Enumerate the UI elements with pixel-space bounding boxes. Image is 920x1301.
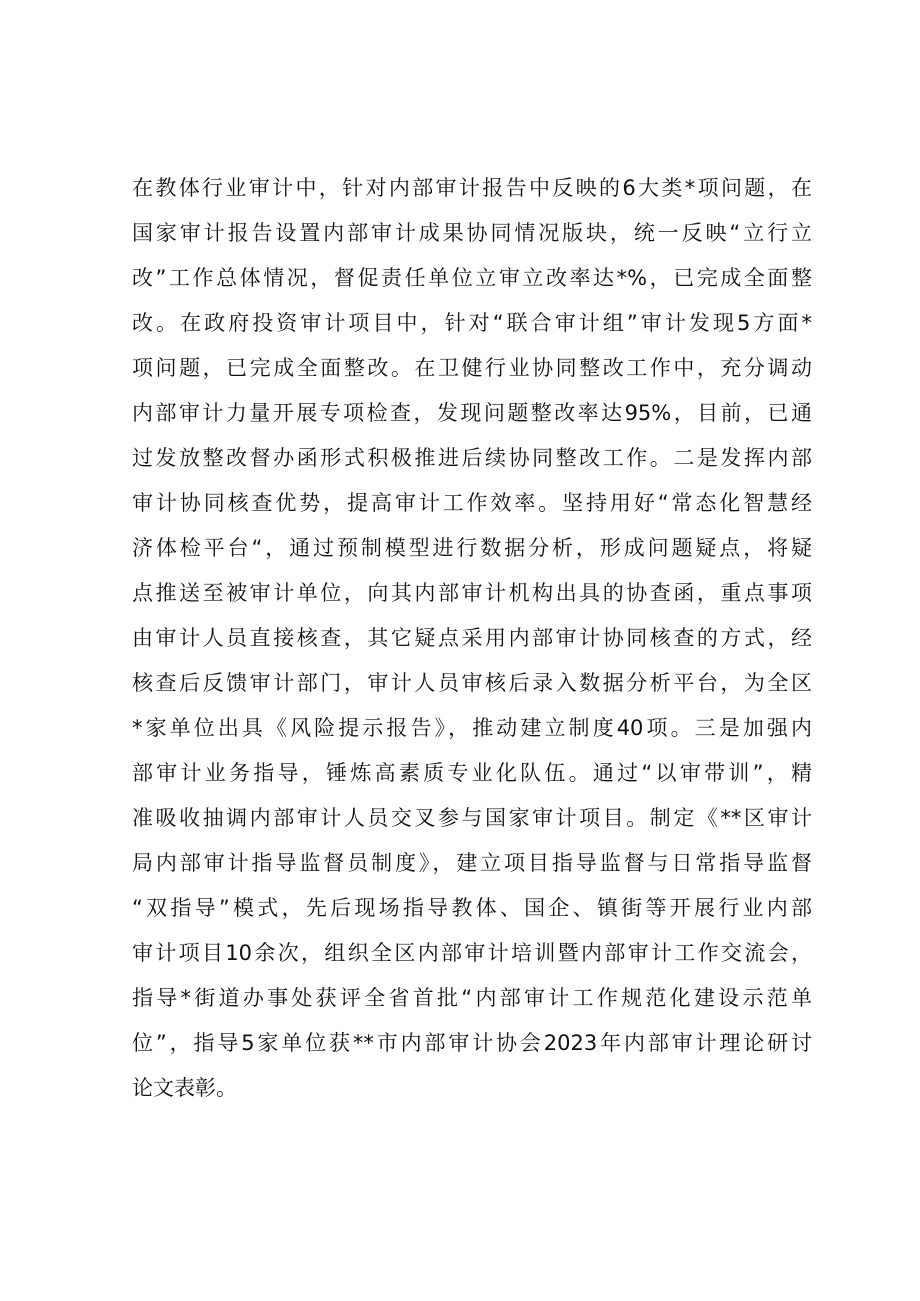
text-line-15: 准吸收抽调内部审计人员交叉参与国家审计项目。制定《**区审计 [132, 806, 812, 830]
text-line-16: 局内部审计指导监督员制度》，建立项目指导监督与日常指导监督 [132, 851, 812, 875]
text-line-19: 指导*街道办事处获评全省首批“内部审计工作规范化建设示范单 [132, 986, 812, 1010]
text-line-1: 在教体行业审计中，针对内部审计报告中反映的6大类*项问题，在 [132, 176, 812, 200]
text-line-5: 项问题，已完成全面整改。在卫健行业协同整改工作中，充分调动 [132, 356, 812, 380]
text-line-7: 过发放整改督办函形式积极推进后续协同整改工作。二是发挥内部 [132, 446, 812, 470]
text-line-14: 部审计业务指导，锤炼高素质专业化队伍。通过“以审带训”，精 [132, 761, 812, 785]
text-line-3: 改”工作总体情况，督促责任单位立审立改率达*%，已完成全面整 [132, 266, 812, 290]
text-line-10: 点推送至被审计单位，向其内部审计机构出具的协查函，重点事项 [132, 581, 812, 605]
text-line-11: 由审计人员直接核查，其它疑点采用内部审计协同核查的方式，经 [132, 626, 812, 650]
text-line-18: 审计项目10余次，组织全区内部审计培训暨内部审计工作交流会， [132, 941, 812, 965]
text-line-17: “双指导”模式，先后现场指导教体、国企、镇街等开展行业内部 [132, 896, 812, 920]
body-paragraph [132, 166, 812, 1111]
text-line-2: 国家审计报告设置内部审计成果协同情况版块，统一反映“立行立 [132, 221, 812, 245]
text-line-12: 核查后反馈审计部门，审计人员审核后录入数据分析平台，为全区 [132, 671, 812, 695]
text-line-8: 审计协同核查优势，提高审计工作效率。坚持用好“常态化智慧经 [132, 491, 812, 515]
text-line-21: 论文表彰。 [132, 1076, 237, 1100]
text-line-6: 内部审计力量开展专项检查，发现问题整改率达95%，目前，已通 [132, 401, 812, 425]
text-line-20: 位”，指导5家单位获**市内部审计协会2023年内部审计理论研讨 [132, 1031, 812, 1055]
text-line-4: 改。在政府投资审计项目中，针对“联合审计组”审计发现5方面* [132, 311, 812, 335]
text-line-9: 济体检平台“，通过预制模型进行数据分析，形成问题疑点，将疑 [132, 536, 812, 560]
text-line-13: *家单位出具《风险提示报告》，推动建立制度40项。三是加强内 [132, 716, 812, 740]
